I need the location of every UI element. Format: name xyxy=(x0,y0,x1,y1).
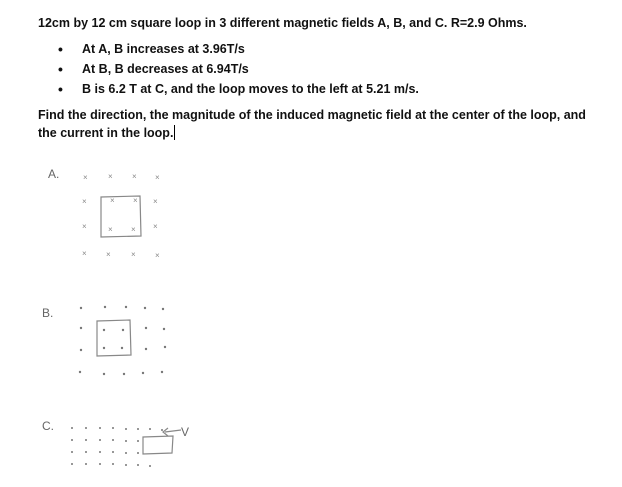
field-dot xyxy=(112,451,114,453)
velocity-arrow-icon xyxy=(163,428,181,436)
problem-title: 12cm by 12 cm square loop in 3 different magnetic fields A, B, and C. R=2.9 Ohms. xyxy=(38,16,527,30)
field-dot xyxy=(85,463,87,465)
field-dot xyxy=(103,347,105,349)
field-dot xyxy=(144,307,146,309)
x-mark: × xyxy=(106,250,111,259)
field-dot xyxy=(137,428,139,430)
loop-c xyxy=(143,436,173,454)
field-dot xyxy=(125,452,127,454)
field-dot xyxy=(122,329,124,331)
field-dot xyxy=(164,346,166,348)
field-dot xyxy=(121,347,123,349)
x-mark: × xyxy=(133,196,138,205)
field-dot xyxy=(103,373,105,375)
field-dot xyxy=(145,348,147,350)
field-dot xyxy=(137,464,139,466)
field-dot xyxy=(79,371,81,373)
field-dot xyxy=(80,349,82,351)
field-dot xyxy=(145,327,147,329)
x-mark: × xyxy=(132,172,137,181)
field-dot xyxy=(80,327,82,329)
x-mark: × xyxy=(82,249,87,258)
figure-a-label: A. xyxy=(48,167,60,181)
field-dot xyxy=(71,439,73,441)
field-dot xyxy=(137,440,139,442)
figure-b-label: B. xyxy=(42,306,54,320)
given-item-b: • At B, B decreases at 6.94T/s xyxy=(38,60,608,78)
x-mark: × xyxy=(153,222,158,231)
field-dot xyxy=(162,308,164,310)
field-dot xyxy=(99,463,101,465)
x-mark: × xyxy=(108,172,113,181)
field-dot xyxy=(149,428,151,430)
field-dot xyxy=(85,439,87,441)
x-mark: × xyxy=(131,225,136,234)
field-dot xyxy=(112,463,114,465)
field-dot xyxy=(125,440,127,442)
field-dot xyxy=(99,439,101,441)
velocity-label: V xyxy=(181,425,190,439)
field-dot xyxy=(125,306,127,308)
x-mark: × xyxy=(155,173,160,182)
field-b-dots xyxy=(79,306,166,375)
field-dot xyxy=(103,329,105,331)
x-mark: × xyxy=(83,173,88,182)
field-dot xyxy=(125,464,127,466)
field-dot xyxy=(99,451,101,453)
field-dot xyxy=(123,373,125,375)
field-dot xyxy=(112,427,114,429)
field-dot xyxy=(71,463,73,465)
field-dot xyxy=(71,451,73,453)
x-mark: × xyxy=(110,196,115,205)
field-dot xyxy=(104,306,106,308)
x-mark: × xyxy=(82,197,87,206)
field-dot xyxy=(125,428,127,430)
field-dot xyxy=(137,452,139,454)
field-dot xyxy=(85,427,87,429)
x-mark: × xyxy=(155,251,160,260)
field-dot xyxy=(99,427,101,429)
given-item-a: • At A, B increases at 3.96T/s xyxy=(38,40,608,58)
x-mark: × xyxy=(108,225,113,234)
field-dot xyxy=(71,427,73,429)
question-text-content: Find the direction, the magnitude of the induced magnetic field at the center of the loop, and the current in the loop. xyxy=(38,108,586,140)
field-dot xyxy=(80,307,82,309)
field-dot xyxy=(163,328,165,330)
x-mark: × xyxy=(153,197,158,206)
field-dot xyxy=(161,371,163,373)
field-dot xyxy=(112,439,114,441)
field-dot xyxy=(85,451,87,453)
x-mark: × xyxy=(82,222,87,231)
field-dot xyxy=(149,465,151,467)
field-c-dots xyxy=(71,427,163,467)
given-item-c: • B is 6.2 T at C, and the loop moves to the left at 5.21 m/s. xyxy=(38,80,608,98)
field-dot xyxy=(161,429,163,431)
figure-c-label: C. xyxy=(42,419,54,433)
loop-b xyxy=(97,320,131,356)
x-mark: × xyxy=(131,250,136,259)
field-a-x-marks xyxy=(82,172,160,260)
field-dot xyxy=(142,372,144,374)
